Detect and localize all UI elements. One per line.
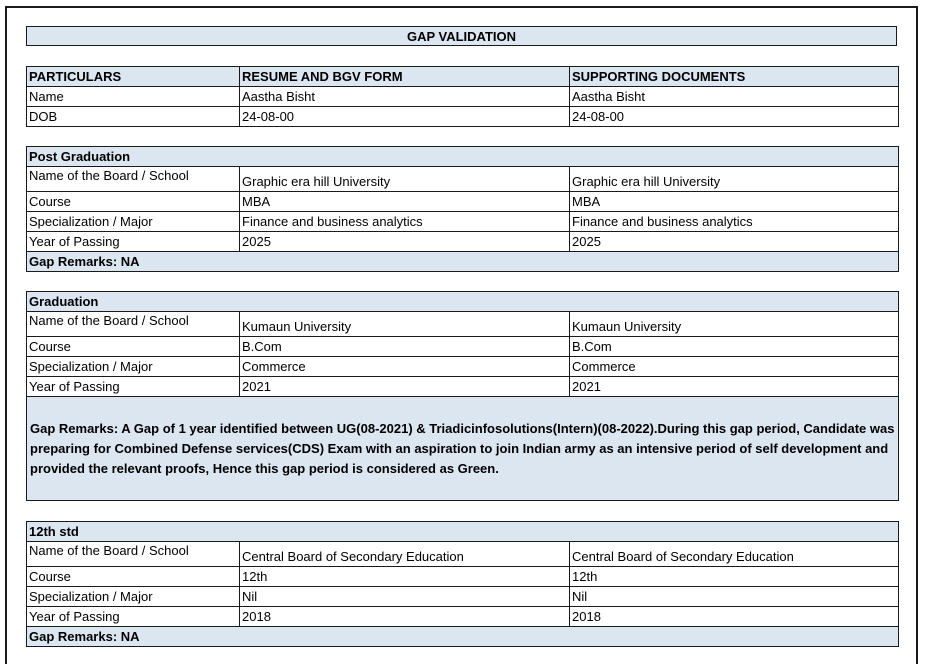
year-docs: 2018 [570,607,899,627]
dob-resume: 24-08-00 [240,107,570,127]
particulars-table [26,66,899,127]
table-row [27,567,899,587]
spec-docs: Finance and business analytics [570,212,899,232]
graduation-table [26,291,899,501]
board-docs: Graphic era hill University [570,167,899,192]
gap-remarks: Gap Remarks: NA [27,252,899,272]
gap-remarks: Gap Remarks: A Gap of 1 year identified between UG(08-2021) & Triadicinfosolutions(Intern)(08-2022).During this gap period, Candidate was preparing for Combined Defense services(CDS) Exam with an aspiration to join Indian army as an intensive period of self development and provided the relevant proofs, Hence this gap period is considered as Green. [27,397,899,501]
course-label: Course [27,337,240,357]
spec-resume: Commerce [240,357,570,377]
course-docs: MBA [570,192,899,212]
header-documents: SUPPORTING DOCUMENTS [570,67,899,87]
dob-docs: 24-08-00 [570,107,899,127]
year-label: Year of Passing [27,232,240,252]
table-row [27,542,899,567]
board-label: Name of the Board / School [27,542,240,567]
spec-label: Specialization / Major [27,357,240,377]
year-resume: 2025 [240,232,570,252]
remarks-row [27,252,899,272]
remarks-row [27,627,899,647]
table-row [27,107,899,127]
course-docs: 12th [570,567,899,587]
table-row [27,87,899,107]
header-particulars: PARTICULARS [27,67,240,87]
course-resume: MBA [240,192,570,212]
spec-resume: Finance and business analytics [240,212,570,232]
board-label: Name of the Board / School [27,167,240,192]
course-label: Course [27,192,240,212]
table-row [27,337,899,357]
post-graduation-table [26,146,899,272]
name-docs: Aastha Bisht [570,87,899,107]
table-row [27,377,899,397]
name-resume: Aastha Bisht [240,87,570,107]
spec-label: Specialization / Major [27,587,240,607]
board-resume: Central Board of Secondary Education [240,542,570,567]
table-row [27,357,899,377]
twelfth-table [26,521,899,647]
dob-label: DOB [27,107,240,127]
year-resume: 2018 [240,607,570,627]
spec-label: Specialization / Major [27,212,240,232]
table-row [27,312,899,337]
table-row [27,607,899,627]
name-label: Name [27,87,240,107]
spec-docs: Commerce [570,357,899,377]
course-resume: 12th [240,567,570,587]
year-resume: 2021 [240,377,570,397]
section-header-row [27,147,899,167]
board-label: Name of the Board / School [27,312,240,337]
board-resume: Graphic era hill University [240,167,570,192]
header-row [27,67,899,87]
section-title: Graduation [27,292,899,312]
course-docs: B.Com [570,337,899,357]
board-resume: Kumaun University [240,312,570,337]
board-docs: Central Board of Secondary Education [570,542,899,567]
header-resume: RESUME AND BGV FORM [240,67,570,87]
page-title: GAP VALIDATION [26,26,897,46]
spec-docs: Nil [570,587,899,607]
spec-resume: Nil [240,587,570,607]
section-header-row [27,522,899,542]
section-header-row [27,292,899,312]
table-row [27,212,899,232]
section-title: Post Graduation [27,147,899,167]
year-label: Year of Passing [27,377,240,397]
year-docs: 2021 [570,377,899,397]
table-row [27,587,899,607]
year-docs: 2025 [570,232,899,252]
course-label: Course [27,567,240,587]
table-row [27,232,899,252]
section-title: 12th std [27,522,899,542]
table-row [27,167,899,192]
table-row [27,192,899,212]
board-docs: Kumaun University [570,312,899,337]
gap-remarks: Gap Remarks: NA [27,627,899,647]
year-label: Year of Passing [27,607,240,627]
remarks-row [27,397,899,501]
course-resume: B.Com [240,337,570,357]
